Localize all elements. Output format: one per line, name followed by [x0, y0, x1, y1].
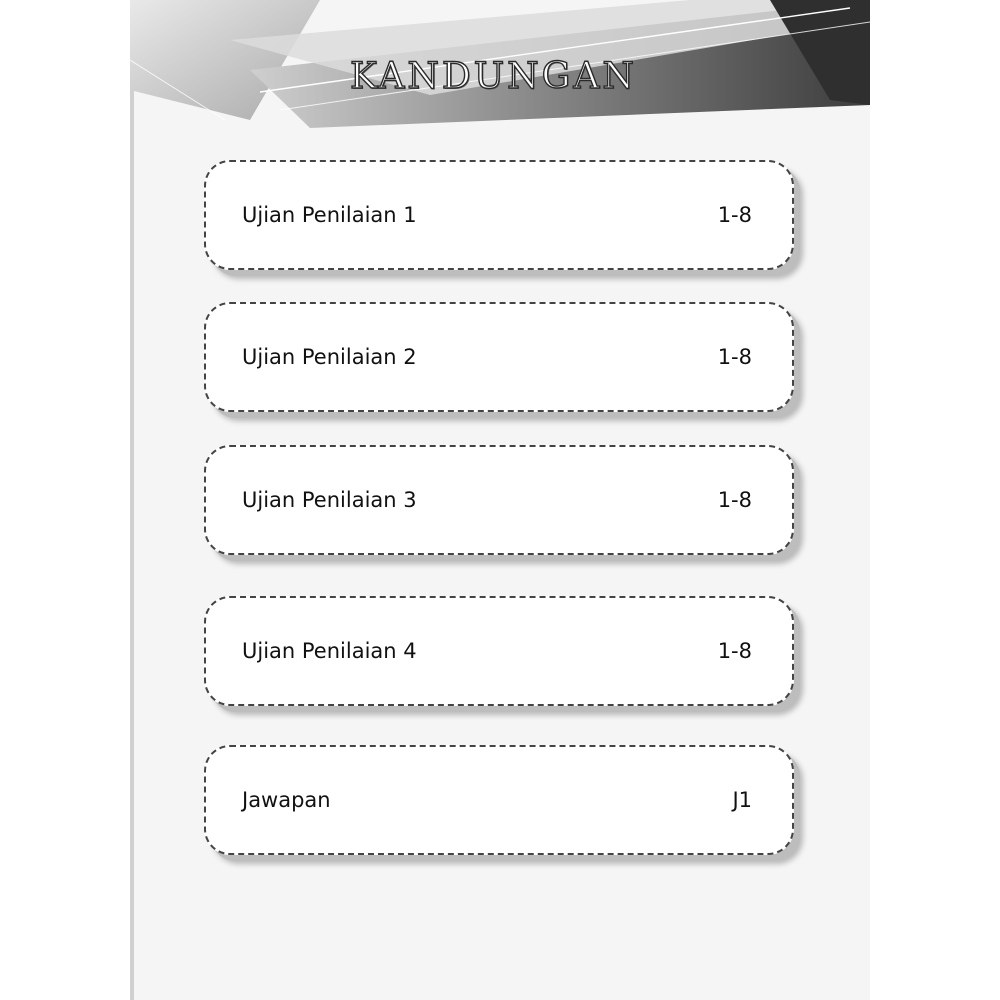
toc-item-pages: 1-8 — [717, 203, 752, 227]
document-page — [130, 0, 870, 1000]
toc-item-jawapan[interactable] — [204, 745, 794, 855]
toc-item-label: Ujian Penilaian 4 — [242, 639, 417, 663]
toc-item-label: Ujian Penilaian 1 — [242, 203, 417, 227]
toc-item-ujian-penilaian-1[interactable] — [204, 160, 794, 270]
toc-item-pages: 1-8 — [717, 488, 752, 512]
toc-item-ujian-penilaian-2[interactable] — [204, 302, 794, 412]
toc-item-pages: 1-8 — [717, 345, 752, 369]
toc-item-label: Ujian Penilaian 2 — [242, 345, 417, 369]
toc-item-ujian-penilaian-4[interactable] — [204, 596, 794, 706]
toc-item-pages: J1 — [732, 788, 752, 812]
toc-item-label: Ujian Penilaian 3 — [242, 488, 417, 512]
toc-item-ujian-penilaian-3[interactable] — [204, 445, 794, 555]
toc-item-label: Jawapan — [242, 788, 331, 812]
toc-item-pages: 1-8 — [717, 639, 752, 663]
table-of-contents — [130, 0, 870, 1000]
page-title: KANDUNGAN — [350, 56, 637, 97]
